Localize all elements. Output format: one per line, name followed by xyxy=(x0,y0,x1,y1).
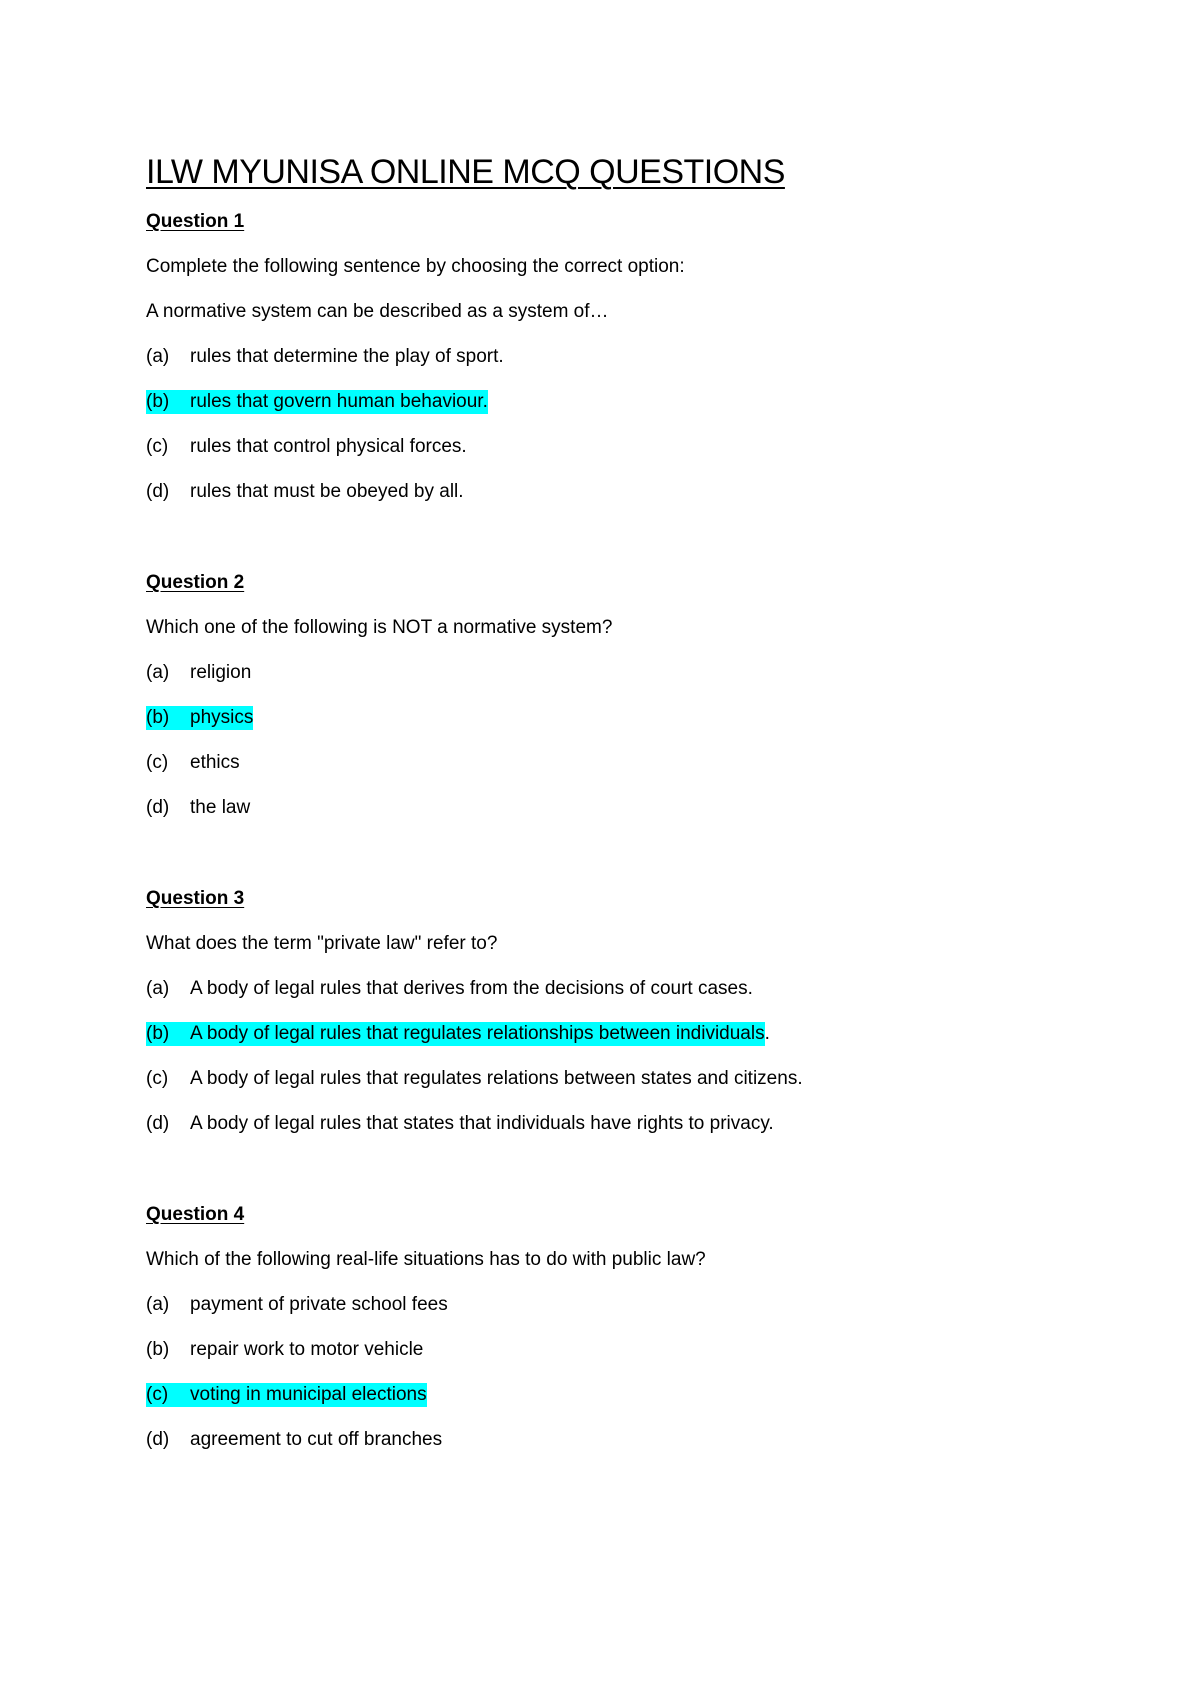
answer-option-body xyxy=(146,661,251,685)
question-block xyxy=(146,210,1126,504)
option-letter: (b) xyxy=(146,391,170,412)
question-spacer xyxy=(146,1157,1126,1203)
option-suffix: . xyxy=(764,1023,770,1044)
option-text: religion xyxy=(190,662,252,683)
question-spacer xyxy=(146,841,1126,887)
answer-option-body xyxy=(146,1067,803,1091)
answer-option xyxy=(146,345,1126,369)
question-text: Which one of the following is NOT a normative system? xyxy=(146,617,613,638)
document-page xyxy=(146,150,1126,1473)
option-text: A body of legal rules that regulates relationships between individuals xyxy=(190,1023,765,1044)
question-spacer xyxy=(146,525,1126,571)
correct-answer-highlight xyxy=(146,390,488,414)
question-text: Complete the following sentence by choosing the correct option: xyxy=(146,256,685,277)
question-heading: Question 1 xyxy=(146,211,245,232)
option-text: A body of legal rules that derives from the decisions of court cases. xyxy=(190,978,753,999)
answer-option-body xyxy=(146,977,753,1001)
option-text: rules that determine the play of sport. xyxy=(190,346,504,367)
option-text: payment of private school fees xyxy=(190,1294,448,1315)
answer-option xyxy=(146,390,1126,414)
option-text: the law xyxy=(190,797,251,818)
answer-option xyxy=(146,1383,1126,1407)
answer-option xyxy=(146,977,1126,1001)
answer-option-body xyxy=(146,796,250,820)
answer-option xyxy=(146,1338,1126,1362)
option-letter: (c) xyxy=(146,436,169,457)
question-text: A normative system can be described as a system of… xyxy=(146,301,609,322)
answer-option xyxy=(146,706,1126,730)
option-letter: (a) xyxy=(146,978,170,999)
option-letter: (d) xyxy=(146,1429,170,1450)
answer-option-body xyxy=(146,480,464,504)
option-letter: (b) xyxy=(146,1023,170,1044)
option-letter: (d) xyxy=(146,481,170,502)
question-text: What does the term "private law" refer to? xyxy=(146,933,498,954)
answer-option-body xyxy=(146,1112,774,1136)
question-text: Which of the following real-life situations has to do with public law? xyxy=(146,1249,706,1270)
answer-option xyxy=(146,1067,1126,1091)
question-block xyxy=(146,887,1126,1136)
question-heading: Question 4 xyxy=(146,1204,245,1225)
answer-option xyxy=(146,1022,1126,1046)
answer-option-body xyxy=(146,751,240,775)
answer-option-body xyxy=(146,435,467,459)
option-text: A body of legal rules that regulates relations between states and citizens. xyxy=(190,1068,803,1089)
answer-option xyxy=(146,751,1126,775)
answer-option-body xyxy=(146,1338,423,1362)
option-letter: (b) xyxy=(146,707,170,728)
question-list xyxy=(146,210,1126,1452)
option-letter: (b) xyxy=(146,1339,170,1360)
option-letter: (d) xyxy=(146,797,170,818)
correct-answer-highlight xyxy=(146,706,253,730)
option-letter: (d) xyxy=(146,1113,170,1134)
option-text: A body of legal rules that states that individuals have rights to privacy. xyxy=(190,1113,774,1134)
option-letter: (c) xyxy=(146,752,169,773)
question-heading: Question 3 xyxy=(146,888,245,909)
answer-option xyxy=(146,435,1126,459)
correct-answer-highlight xyxy=(146,1383,427,1407)
option-letter: (c) xyxy=(146,1068,169,1089)
answer-option xyxy=(146,480,1126,504)
question-block xyxy=(146,571,1126,820)
option-text: voting in municipal elections xyxy=(190,1384,427,1405)
answer-option xyxy=(146,1428,1126,1452)
answer-option-body xyxy=(146,1428,442,1452)
option-text: ethics xyxy=(190,752,240,773)
answer-option-body xyxy=(146,345,504,369)
option-text: physics xyxy=(190,707,254,728)
correct-answer-highlight xyxy=(146,1022,765,1046)
answer-option xyxy=(146,1112,1126,1136)
answer-option xyxy=(146,661,1126,685)
option-text: agreement to cut off branches xyxy=(190,1429,443,1450)
option-text: rules that govern human behaviour. xyxy=(190,391,488,412)
option-text: rules that must be obeyed by all. xyxy=(190,481,464,502)
option-letter: (a) xyxy=(146,662,170,683)
option-letter: (a) xyxy=(146,1294,170,1315)
option-text: repair work to motor vehicle xyxy=(190,1339,424,1360)
question-block xyxy=(146,1203,1126,1452)
option-letter: (a) xyxy=(146,346,170,367)
question-heading: Question 2 xyxy=(146,572,245,593)
answer-option xyxy=(146,796,1126,820)
option-letter: (c) xyxy=(146,1384,169,1405)
document-title: ILW MYUNISA ONLINE MCQ QUESTIONS xyxy=(146,153,785,191)
answer-option-body xyxy=(146,1293,448,1317)
answer-option xyxy=(146,1293,1126,1317)
option-text: rules that control physical forces. xyxy=(190,436,467,457)
